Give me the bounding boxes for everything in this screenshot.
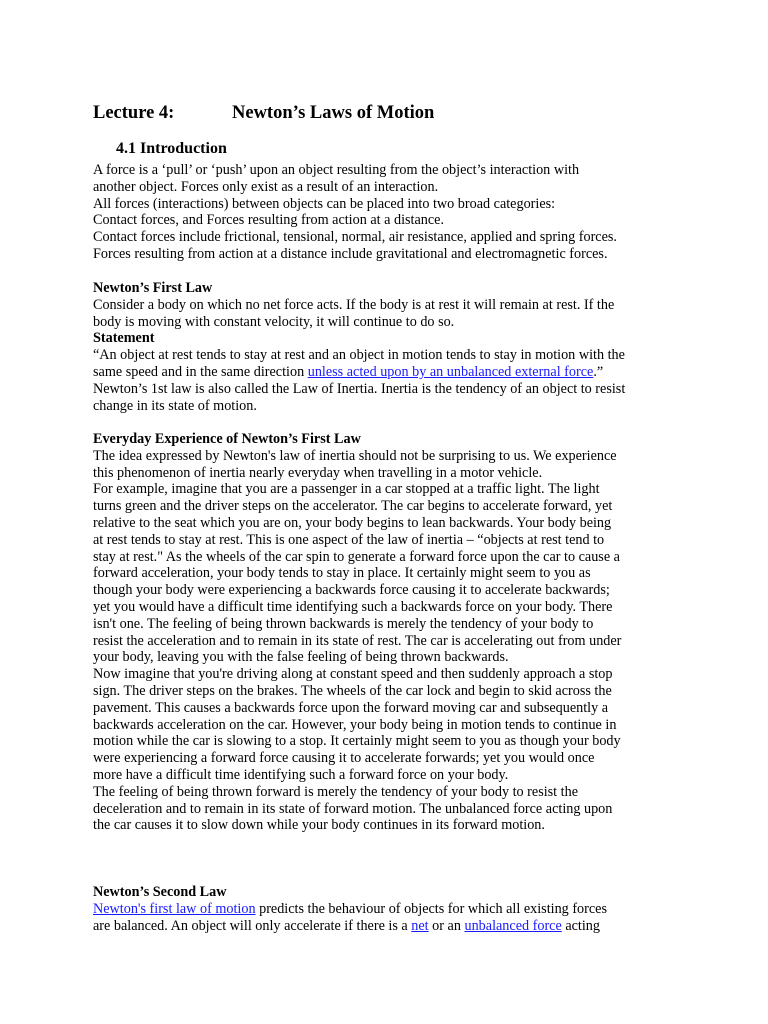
first-law-of-motion-link[interactable]: Newton's first law of motion [93,900,256,917]
second-law-text: are balanced. An object will only accelerate if there is a [93,917,412,934]
everyday-line: backwards acceleration on the car. However, your body being in motion tends to continue in [93,716,617,733]
everyday-line: the car causes it to slow down while your body continues in its forward motion. [93,817,545,834]
inertia-line: Newton’s 1st law is also called the Law of Inertia. Inertia is the tendency of an object to resist [93,380,626,397]
statement-line: “An object at rest tends to stay at rest and an object in motion tends to stay in motion with the [93,347,625,364]
second-law-heading: Newton’s Second Law [93,884,227,900]
unbalanced-external-force-link[interactable]: unless acted upon by an unbalanced external force [307,363,594,380]
second-law-section [93,884,683,934]
everyday-line: pavement. This causes a backwards force upon the forward moving car and subsequently a [93,699,609,716]
everyday-line: forward acceleration, your body tends to stay in place. It certainly might seem to you as [93,565,591,582]
everyday-line: resist the acceleration and to remain in its state of rest. The car is accelerating out from under [93,632,622,649]
everyday-line: turns green and the driver steps on the accelerator. The car begins to accelerate forward, yet [93,498,613,515]
everyday-line: sign. The driver steps on the brakes. The wheels of the car lock and begin to skid across the [93,682,612,699]
second-law-line [93,918,683,935]
intro-paragraph [93,162,683,263]
intro-line: Contact forces, and Forces resulting from action at a distance. [93,212,445,229]
first-law-line: Consider a body on which no net force acts. If the body is at rest it will remain at rest. If the [93,296,615,313]
everyday-heading: Everyday Experience of Newton’s First Law [93,431,361,447]
unbalanced-force-link[interactable]: unbalanced force [464,917,562,934]
statement-heading: Statement [93,330,155,347]
intro-line: Forces resulting from action at a distance include gravitational and electromagnetic forces. [93,245,608,262]
second-law-text: predicts the behaviour of objects for which all existing forces [255,900,607,917]
first-law-line: body is moving with constant velocity, it will continue to do so. [93,313,455,330]
lecture-title [93,102,434,124]
first-law-section [93,280,683,414]
everyday-line: stay at rest." As the wheels of the car spin to generate a forward force upon the car to cause a [93,548,620,565]
everyday-line: your body, leaving you with the false feeling of being thrown backwards. [93,649,509,666]
everyday-line: The feeling of being thrown forward is merely the tendency of your body to resist the [93,783,578,800]
everyday-line: though your body were experiencing a backwards force causing it to accelerate backwards; [93,582,610,599]
everyday-line: at rest tends to stay at rest. This is one aspect of the law of inertia – “objects at rest tend to [93,531,605,548]
net-force-link[interactable]: net [411,917,429,934]
everyday-line: were experiencing a forward force causing it to accelerate forwards; yet you would once [93,750,595,767]
lecture-number: Lecture 4: [93,103,175,123]
everyday-line: For example, imagine that you are a passenger in a car stopped at a traffic light. The light [93,481,600,498]
second-law-line [93,901,683,918]
inertia-line: change in its state of motion. [93,397,257,414]
everyday-line: yet you would have a difficult time identifying such a backwards force on your body. There [93,598,613,615]
everyday-section [93,431,683,834]
lecture-name: Newton’s Laws of Motion [232,103,435,123]
everyday-line: deceleration and to remain in its state of forward motion. The unbalanced force acting upon [93,800,613,817]
everyday-line: motion while the car is slowing to a stop. It certainly might seem to you as though your body [93,733,621,750]
everyday-line: The idea expressed by Newton's law of inertia should not be surprising to us. We experience [93,447,617,464]
intro-line: A force is a ‘pull’ or ‘push’ upon an object resulting from the object’s interaction with [93,162,580,178]
second-law-text: acting [561,917,600,934]
first-law-heading: Newton’s First Law [93,280,213,296]
intro-line: Contact forces include frictional, tensional, normal, air resistance, applied and spring forces. [93,229,617,246]
everyday-line: Now imagine that you're driving along at constant speed and then suddenly approach a stop [93,666,613,683]
everyday-line: more have a difficult time identifying such a forward force on your body. [93,766,509,783]
everyday-line: relative to the seat which you are on, your body begins to lean backwards. Your body being [93,514,612,531]
statement-line [93,364,683,381]
statement-text: .” [593,363,604,380]
section-heading: 4.1 Introduction [116,140,227,157]
second-law-text: or an [428,917,465,934]
everyday-line: this phenomenon of inertia nearly everyday when travelling in a motor vehicle. [93,464,543,481]
intro-line: another object. Forces only exist as a result of an interaction. [93,178,439,195]
statement-text: same speed and in the same direction [93,363,308,380]
intro-line: All forces (interactions) between objects can be placed into two broad categories: [93,195,556,212]
everyday-line: isn't one. The feeling of being thrown backwards is merely the tendency of your body to [93,615,594,632]
